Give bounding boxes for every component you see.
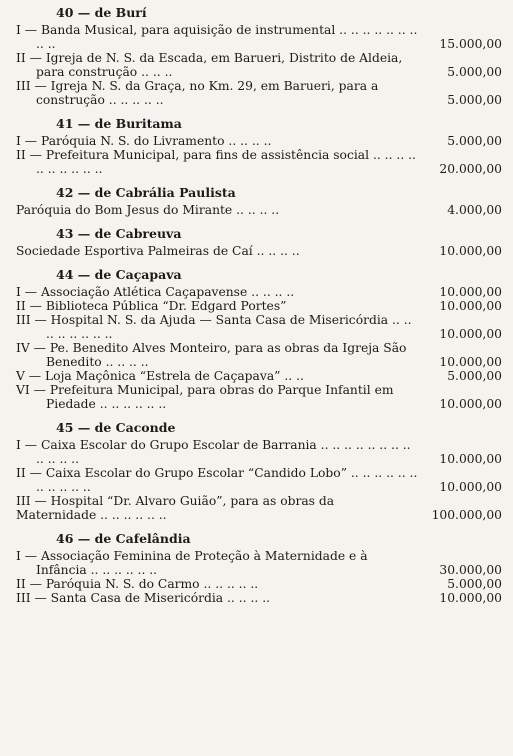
item-text: Paróquia do Bom Jesus do Mirante .. .. .. .. [16, 203, 280, 217]
list-item [16, 79, 502, 107]
list-item [16, 341, 502, 369]
list-item [16, 591, 502, 605]
item-amount: 20.000,00 [439, 162, 502, 176]
item-text: I — Associação Feminina de Proteção à Maternidade e à Infância .. .. .. .. .. .. [16, 549, 368, 577]
item-text: II — Caixa Escolar do Grupo Escolar “Candido Lobo” .. .. .. .. .. .. .. .. .. .. .. [16, 466, 418, 494]
item-amount: 10.000,00 [439, 285, 502, 299]
list-item [16, 285, 502, 299]
list-item [16, 577, 502, 591]
list-item [16, 134, 502, 148]
list-item [16, 313, 502, 341]
item-amount: 10.000,00 [439, 244, 502, 258]
list-item [16, 369, 502, 383]
section-heading: 41 — de Buritama [56, 116, 182, 131]
item-text: II — Paróquia N. S. do Carmo .. .. .. .. .. [16, 577, 259, 591]
item-amount: 10.000,00 [439, 591, 502, 605]
item-amount: 100.000,00 [431, 508, 502, 522]
list-item [16, 51, 502, 79]
item-amount: 10.000,00 [439, 355, 502, 369]
section-heading: 44 — de Caçapava [56, 267, 182, 282]
list-item [16, 203, 502, 217]
section-heading: 43 — de Cabreuva [56, 226, 182, 241]
item-text: IV — Pe. Benedito Alves Monteiro, para as obras da Igreja São Benedito .. .. .. .. [16, 341, 407, 369]
text-column [16, 3, 502, 605]
item-amount: 5.000,00 [447, 369, 502, 383]
section-heading: 40 — de Burí [56, 5, 147, 20]
item-amount: 15.000,00 [439, 37, 502, 51]
item-amount: 10.000,00 [439, 452, 502, 466]
item-amount: 4.000,00 [447, 203, 502, 217]
item-text: I — Paróquia N. S. do Livramento .. .. .. .. [16, 134, 272, 148]
item-amount: 10.000,00 [439, 480, 502, 494]
section-heading: 45 — de Caconde [56, 420, 176, 435]
item-text: VI — Prefeitura Municipal, para obras do Parque Infantil em Piedade .. .. .. .. .. .. [16, 383, 394, 411]
item-amount: 10.000,00 [439, 299, 502, 313]
item-amount: 5.000,00 [447, 577, 502, 591]
item-text: I — Associação Atlética Caçapavense .. .. .. .. [16, 285, 295, 299]
item-amount: 10.000,00 [439, 327, 502, 341]
list-item [16, 494, 502, 522]
list-item [16, 23, 502, 51]
item-text: III — Igreja N. S. da Graça, no Km. 29, em Barueri, para a construção .. .. .. .. .. [16, 79, 379, 107]
section-heading: 46 — de Cafelândia [56, 531, 191, 546]
item-text: II — Biblioteca Pública “Dr. Edgard Portes” [16, 299, 287, 313]
list-item [16, 549, 502, 577]
list-item [16, 299, 502, 313]
list-item [16, 466, 502, 494]
section-heading: 42 — de Cabrália Paulista [56, 185, 236, 200]
item-text: Sociedade Esportiva Palmeiras de Caí .. .. .. .. [16, 244, 300, 258]
item-amount: 5.000,00 [447, 134, 502, 148]
item-amount: 5.000,00 [447, 93, 502, 107]
item-text: II — Prefeitura Municipal, para fins de assistência social .. .. .. .. .. .. .. .. .. .. [16, 148, 416, 176]
item-text: V — Loja Maçônica “Estrela de Caçapava” .. .. [16, 369, 304, 383]
item-text: I — Caixa Escolar do Grupo Escolar de Barrania .. .. .. .. .. .. .. .. .. .. .. .. [16, 438, 411, 466]
item-text: III — Hospital N. S. da Ajuda — Santa Casa de Misericórdia .. .. .. .. .. .. .. .. [16, 313, 412, 341]
item-amount: 5.000,00 [447, 65, 502, 79]
item-text: I — Banda Musical, para aquisição de instrumental .. .. .. .. .. .. .. .. .. [16, 23, 418, 51]
item-text: II — Igreja de N. S. da Escada, em Barueri, Distrito de Aldeia, para construção .. .. .. [16, 51, 403, 79]
item-amount: 10.000,00 [439, 397, 502, 411]
item-text: III — Santa Casa de Misericórdia .. .. .. .. [16, 591, 271, 605]
item-text: III — Hospital “Dr. Alvaro Guião”, para as obras da Maternidade .. .. .. .. .. .. [16, 494, 335, 522]
list-item [16, 438, 502, 466]
list-item [16, 148, 502, 176]
list-item [16, 244, 502, 258]
item-amount: 30.000,00 [439, 563, 502, 577]
list-item [16, 383, 502, 411]
